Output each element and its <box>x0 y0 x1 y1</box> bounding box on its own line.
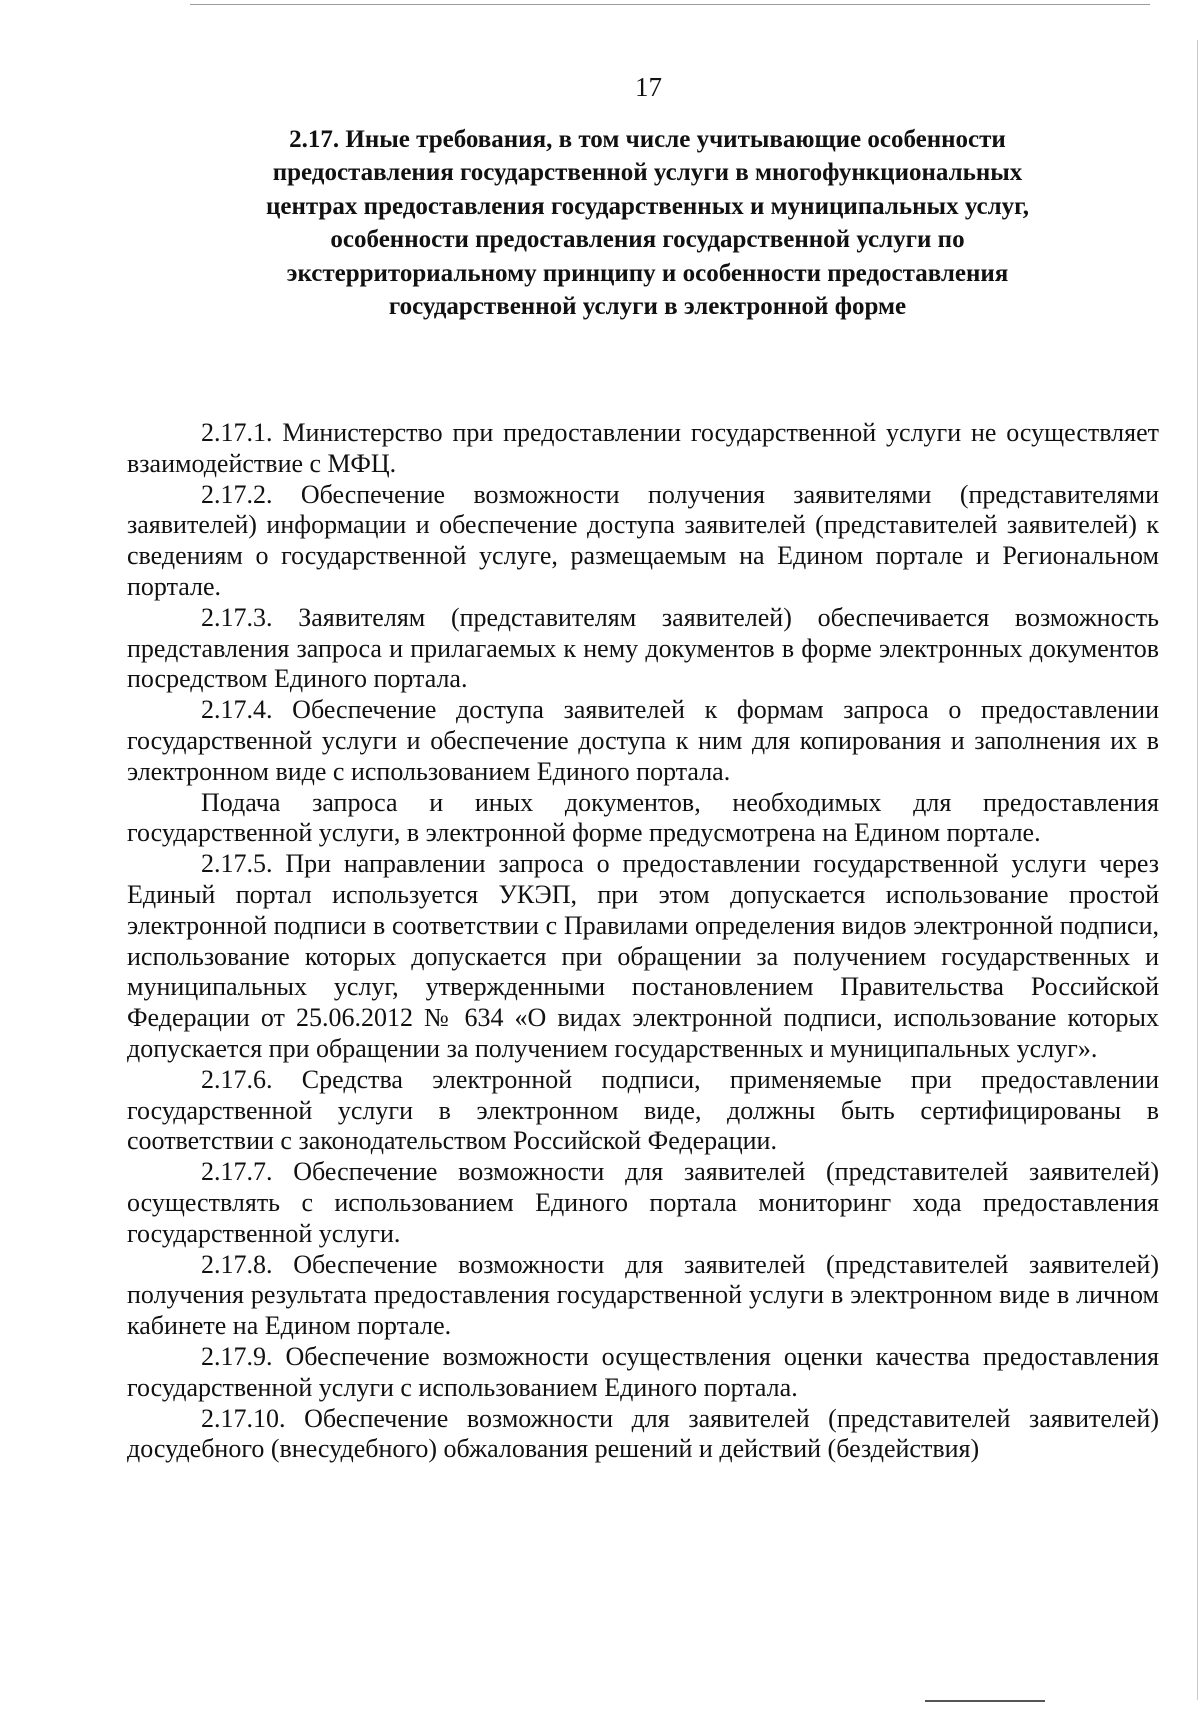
paragraph-2-17-1: 2.17.1. Министерство при предоставлении государственной услуги не осуществляет взаимодействие с МФЦ. <box>127 418 1159 478</box>
paragraph-2-17-4: 2.17.4. Обеспечение доступа заявителей к формам запроса о предоставлении государственной услуги и обеспечение доступа к ним для копирования и заполнения их в электронном виде с использованием Единого портала. <box>127 695 1159 786</box>
paragraph-2-17-5: 2.17.5. При направлении запроса о предоставлении государственной услуги через Единый портал используется УКЭП, при этом допускается использование простой электронной подписи в соответствии с Правилами определения видов электронной подписи, использование которых допускается при обращении за получением государственных и муниципальных услуг, утвержденными постановлением Правительства Российской Федерации от 25.06.2012 № 634 «О видах электронной подписи, использование которых допускается при обращении за получением государственных и муниципальных услуг». <box>127 849 1159 1063</box>
paragraph-2-17-9: 2.17.9. Обеспечение возможности осуществления оценки качества предоставления государственной услуги с использованием Единого портала. <box>127 1341 1159 1402</box>
page-number: 17 <box>635 72 662 102</box>
scan-edge-top <box>190 4 1150 5</box>
paragraph-2-17-7: 2.17.7. Обеспечение возможности для заявителей (представителей заявителей) осуществлять с использованием Единого портала мониторинг хода предоставления государственной услуги. <box>127 1157 1159 1248</box>
paragraph-2-17-6: 2.17.6. Средства электронной подписи, применяемые при предоставлении государственной услуги в электронном виде, должны быть сертифицированы в соответствии с законодательством Российской Федерации. <box>127 1064 1159 1156</box>
paragraph-2-17-8: 2.17.8. Обеспечение возможности для заявителей (представителей заявителей) получения результата предоставления государственной услуги в электронном виде в личном кабинете на Едином портале. <box>127 1249 1159 1341</box>
scan-edge-right <box>1197 40 1198 1700</box>
section-heading: 2.17. Иные требования, в том числе учитывающие особенности предоставления государственной услуги в многофункциональных центрах предоставления государственных и муниципальных услуг, особенности предоставления государственной услуги по экстерриториальному принципу и особенности предоставления государственной услуги в электронной форме <box>266 126 1029 321</box>
paragraph-2-17-2: 2.17.2. Обеспечение возможности получения заявителями (представителями заявителей) информации и обеспечение доступа заявителей (представителей заявителей) к сведениям о государственной услуге, размещаемым на Едином портале и Региональном портале. <box>127 479 1159 601</box>
scan-edge-bottom <box>925 1700 1045 1702</box>
paragraph-submission: Подача запроса и иных документов, необходимых для предоставления государственной услуги, в электронной форме предусмотрена на Едином портале. <box>127 787 1159 848</box>
paragraph-2-17-10: 2.17.10. Обеспечение возможности для заявителей (представителей заявителей) досудебного (внесудебного) обжалования решений и действий (бездействия) <box>127 1403 1159 1464</box>
paragraph-2-17-3: 2.17.3. Заявителям (представителям заявителей) обеспечивается возможность представления запроса и прилагаемых к нему документов в форме электронных документов посредством Единого портала. <box>127 602 1159 694</box>
document-body <box>127 418 1159 1465</box>
